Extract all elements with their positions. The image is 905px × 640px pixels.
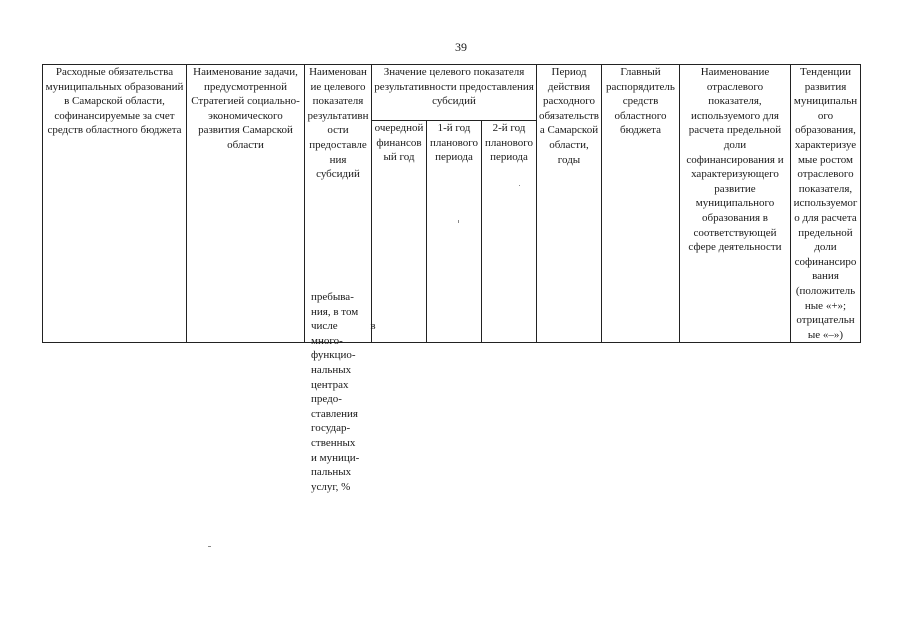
continuation-line: государ- [311,422,351,435]
column-header-budget-manager: Главный распорядитель средств областного бюджета [602,65,680,343]
column-header-development-trends: Тенденции развития муниципального образования, характеризуемые ростом отраслевого показателя, используемого для расчета предельной доли софинансирования (положительные «+»; отрицательные «–») [791,65,861,343]
scan-speck [519,185,520,186]
continuation-line: пальных [311,466,352,479]
page-number: 39 [455,40,467,54]
scan-speck [458,220,459,223]
continuation-line: предо- [311,393,342,406]
continuation-line: много- [311,334,343,347]
indicator-table-header [42,64,861,343]
column-header-strategy-task: Наименование задачи, предусмотренной Стратегией социально-экономического развития Самарской области [187,65,305,343]
continuation-line: ственных [311,436,356,449]
continuation-line: центрах [311,378,349,391]
continuation-line: нальных [311,363,352,376]
continuation-line: числе в [311,320,376,333]
column-header-target-indicator-value: Значение целевого показателя результативности предоставления субсидий [372,65,537,121]
subcolumn-header-first-planning-year: 1-й год планового периода [427,120,482,342]
column-header-expenditure-obligations: Расходные обязательства муниципальных образований в Самарской области, софинансируемые за счет средств областного бюджета [43,65,187,343]
column-header-target-indicator-name: Наименование целевого показателя результативности предоставления субсидий [305,65,372,343]
continuation-line: и муници- [311,451,360,464]
scan-speck [208,546,211,547]
continuation-line: ния, в том [311,305,359,318]
column-header-sector-indicator: Наименование отраслевого показателя, используемого для расчета предельной доли софинансирования и характеризующего развитие муниципального образования в соответствующей сфере деятельности [680,65,791,343]
column-header-validity-period: Период действия расходного обязательства Самарской области, годы [537,65,602,343]
continuation-line: услуг, % [311,480,351,493]
subcolumn-header-second-planning-year: 2-й год планового периода [482,120,537,342]
continuation-line: пребыва- [311,291,354,303]
continuation-line: ставления [311,407,358,420]
subcolumn-header-next-fiscal-year: очередной финансовый год [372,120,427,342]
continuation-line: функцио- [311,349,356,362]
indicator-name-continuation [311,290,376,494]
